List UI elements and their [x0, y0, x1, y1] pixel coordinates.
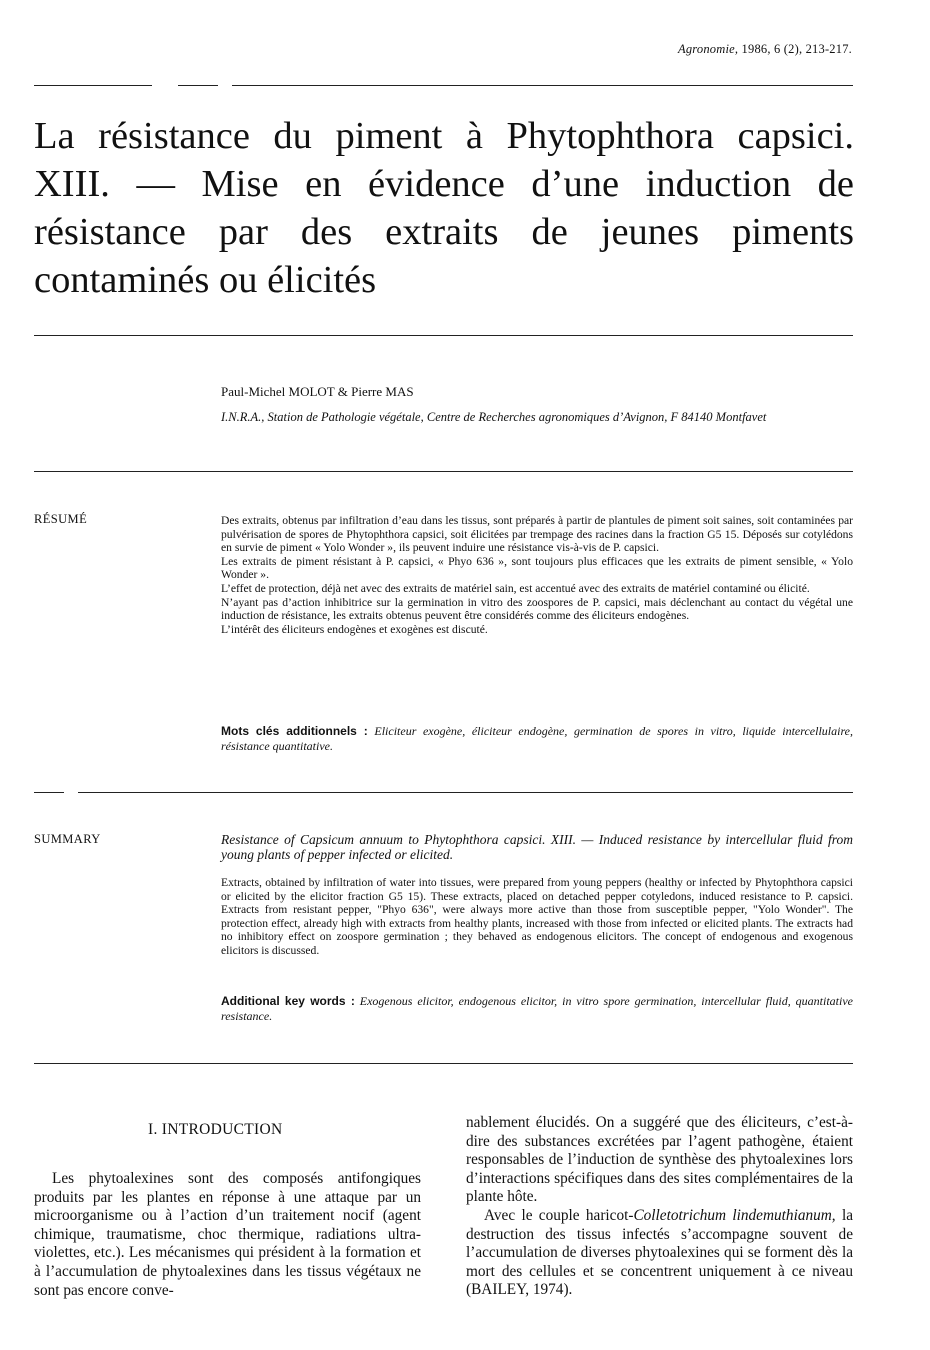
- summary-rule: [34, 1063, 853, 1064]
- resume-keywords-label: Mots clés additionnels :: [221, 724, 368, 738]
- introduction-paragraph-1: Les phytoalexines sont des composés antifongiques produits par les plantes en réponse à une attaque par un microorganisme ou à l’action d’un traitement nocif (agent chimique, traumatisme, choc thermique, radiations ultra-violettes, etc.). Les mécanismes qui président à la formation et à l’accumulation de phytoalexines dans les tissus végétaux ne sont pas encore conve-: [34, 1170, 421, 1299]
- introduction-heading: I. INTRODUCTION: [148, 1121, 283, 1138]
- title-line-2: XIII. — Mise en évidence d’une induction de: [34, 163, 854, 205]
- summary-label: SUMMARY: [34, 832, 101, 846]
- article-title: [34, 112, 854, 304]
- introduction-paragraph-1-continued: nablement élucidés. On a suggéré que des éliciteurs, c’est-à-dire des substances excrétées par l’agent pathogène, étaient responsables de l’induction de synthèse des phytoalexines lors d’interactions spécifiques dans des sites complémentaires de la plante hôte.: [466, 1114, 853, 1206]
- summary-paragraph: Extracts, obtained by infiltration of water into tissues, were prepared from young peppers (healthy or infected by Phytophthora capsici or elicited by the elicitor fraction G5 15). These extracts, placed on detached pepper cotyledons, induced resistance to P. capsici. Extracts from resistant pepper, "Phyo 636", were always more active than those from susceptible pepper, "Yolo Wonder". The protection effect, already high with extracts from healthy plants, increased with those from infected or elicited plants. The extracts had no inhibitory effect on zoospore germination ; they behaved as endogenous elicitors. The concept of endogenous and exogenous elicitors is discussed.: [221, 876, 853, 957]
- resume-paragraph-5: L’intérêt des éliciteurs endogènes et exogènes est discuté.: [221, 622, 488, 636]
- introduction-paragraph-2: [466, 1207, 853, 1300]
- introduction-left-column: [34, 1170, 421, 1300]
- paragraph-2-species: Colletotrichum lindemuthianum,: [633, 1206, 836, 1224]
- title-line-1: La résistance du piment à Phytophthora capsici.: [34, 115, 854, 157]
- resume-paragraph-3: L’effet de protection, déjà net avec des extraits de matériel sain, est accentué avec des extraits de matériel contaminé ou élicité.: [221, 581, 810, 595]
- summary-keywords: [221, 994, 853, 1024]
- authors-rule: [34, 471, 853, 472]
- paragraph-2-rest: la destruction des tissus infectés s’accompagne souvent de l’accumulation de diverses phytoalexines qui se forment dès la mort des cellules et se concentrent uniquement à ce niveau (BAILEY, 1974).: [466, 1206, 853, 1299]
- summary-keywords-label: Additional key words :: [221, 994, 355, 1008]
- paragraph-2-lead: Avec le couple haricot-: [484, 1206, 634, 1224]
- resume-rule: [78, 792, 853, 793]
- summary-text: [221, 876, 853, 958]
- resume-paragraph-2: Les extraits de piment résistant à P. capsici, « Phyo 636 », sont toujours plus efficaces que les extraits de piment sensible, « Yolo Wonder ».: [221, 554, 853, 582]
- affiliation: I.N.R.A., Station de Pathologie végétale, Centre de Recherches agronomiques d’Avignon, F 84140 Montfavet: [221, 410, 767, 424]
- journal-volume: 1986, 6 (2), 213-217.: [741, 42, 852, 56]
- introduction-right-column: [466, 1114, 853, 1300]
- resume-keywords: [221, 724, 853, 754]
- title-line-4: contaminés ou élicités: [34, 259, 377, 301]
- header-rule-2: [178, 85, 218, 86]
- resume-rule-short: [34, 792, 64, 793]
- resume-paragraph-1: Des extraits, obtenus par infiltration d’eau dans les tissus, sont préparés à partir de plantules de piment soit saines, soit contaminées par pulvérisation de spores de Phytophthora capsici, soit élicitées par trempage des racines dans la fraction G5 15. Déposés sur cotylédons en survie de piment « Yolo Wonder », ils peuvent induire une résistance vis-à-vis de P. capsici.: [221, 514, 853, 555]
- journal-citation: [678, 42, 852, 57]
- header-rule-1: [34, 85, 152, 86]
- resume-paragraph-4: N’ayant pas d’action inhibitrice sur la germination in vitro des zoospores de P. capsici, mais déclenchant au contact du végétal une induction de résistance, les extraits obtenus peuvent être considérés comme des éliciteurs endogènes.: [221, 595, 853, 623]
- header-rule-3: [232, 85, 853, 86]
- resume-label: RÉSUMÉ: [34, 512, 88, 526]
- summary-title: Resistance of Capsicum annuum to Phytophthora capsici. XIII. — Induced resistance by intercellular fluid from young plants of pepper infected or elicited.: [221, 832, 853, 862]
- title-line-3: résistance par des extraits de jeunes piments: [34, 211, 854, 253]
- title-rule: [34, 335, 853, 336]
- journal-name: Agronomie,: [678, 42, 739, 56]
- summary-keywords-text: Exogenous elicitor, endogenous elicitor, in vitro spore germination, intercellular fluid, quantitative resistance.: [221, 994, 854, 1023]
- resume-keywords-text: Eliciteur exogène, éliciteur endogène, germination de spores in vitro, liquide intercellulaire, résistance quantitative.: [221, 724, 853, 753]
- authors: Paul-Michel MOLOT & Pierre MAS: [221, 384, 414, 399]
- resume-text: [221, 514, 853, 636]
